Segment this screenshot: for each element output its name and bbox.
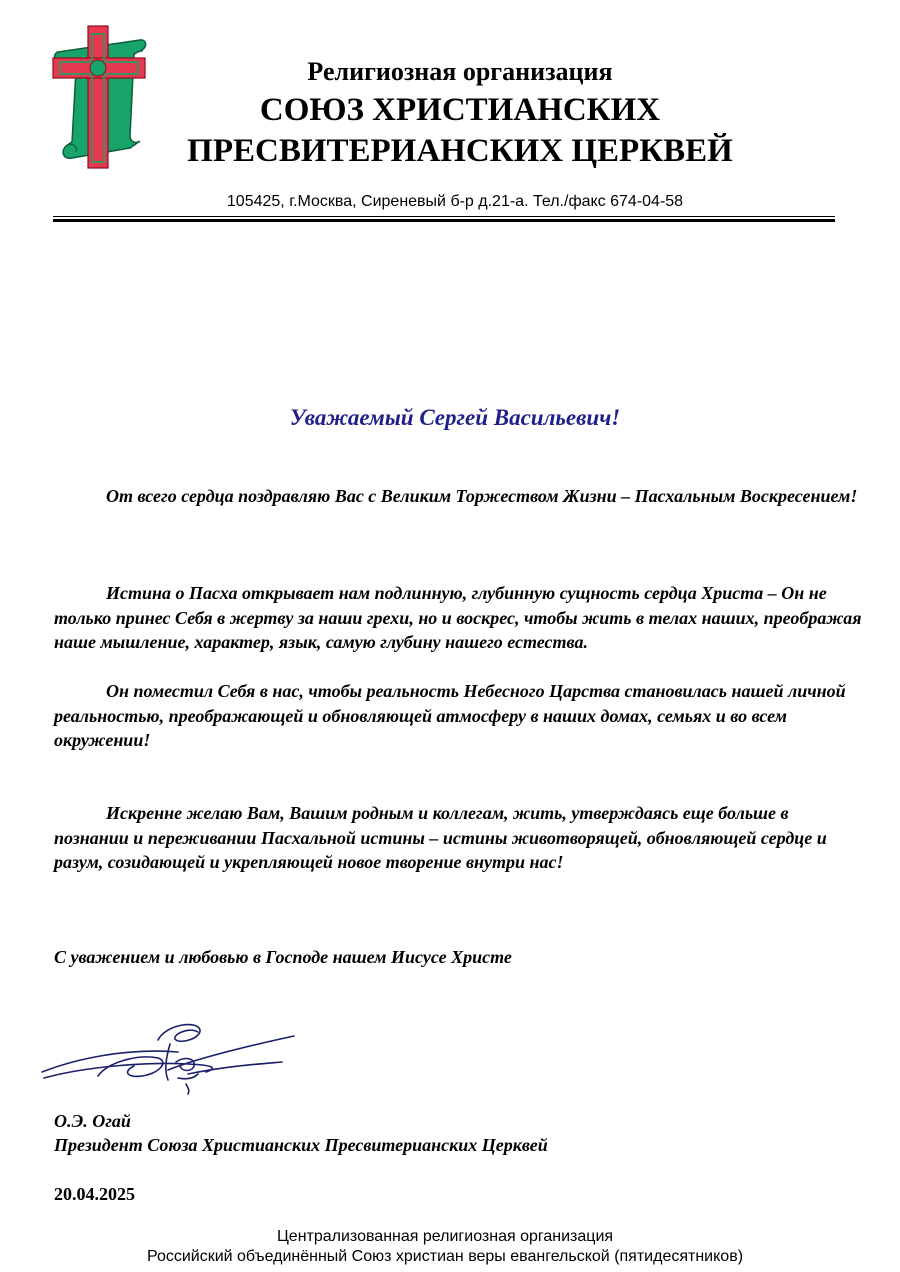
letter-date: 20.04.2025 [54, 1184, 135, 1204]
signer-name: О.Э. Огай [54, 1111, 131, 1131]
footer-line-1: Централизованная религиозная организация [276, 1228, 614, 1245]
closing-phrase: С уважением и любовью в Господе нашем Иисусе Христе [54, 947, 512, 967]
signer-title: Президент Союза Христианских Пресвитерианских Церквей [54, 1135, 548, 1155]
letter-paragraph: Искренне желаю Вам, Вашим родным и коллегам, жить, утверждаясь еще больше в познании и переживании Пасхальной истины – истины животворящей, обновляющей сердце и разум, созидающей и укрепляющей новое творение внутри нас! [54, 803, 827, 872]
salutation: Уважаемый Сергей Васильевич! [289, 405, 621, 430]
handwritten-signature-icon [38, 1018, 308, 1098]
organization-address: 105425, г.Москва, Сиреневый б-р д.21-а. Тел./факс 674-04-58 [226, 193, 684, 210]
footer-line-2: Российский объединённый Союз христиан веры евангельской (пятидесятников) [146, 1248, 744, 1265]
letter-paragraph: Он поместил Себя в нас, чтобы реальность Небесного Царства становилась нашей личной реальностью, преображающей и обновляющей атмосферу в наших домах, семьях и во всем окружении! [54, 681, 846, 750]
letter-paragraph: От всего сердца поздравляю Вас с Великим Торжеством Жизни – Пасхальным Воскресением! [106, 486, 858, 506]
organization-name-line-1: СОЮЗ ХРИСТИАНСКИХ [259, 92, 661, 128]
letter-paragraph: Истина о Пасха открывает нам подлинную, глубинную сущность сердца Христа – Он не только принес Себя в жертву за наши грехи, но и воскрес, чтобы жить в телах наших, преображая наше мышление, характер, язык, самую глубину нашего естества. [54, 583, 862, 652]
organization-name-line-2: ПРЕСВИТЕРИАНСКИХ ЦЕРКВЕЙ [187, 133, 733, 169]
header-divider-thin [53, 216, 835, 217]
organization-type: Религиозная организация [307, 57, 613, 86]
header-divider-thick [53, 219, 835, 222]
cross-scroll-logo-icon [50, 24, 150, 170]
cross-vertical [88, 26, 108, 168]
